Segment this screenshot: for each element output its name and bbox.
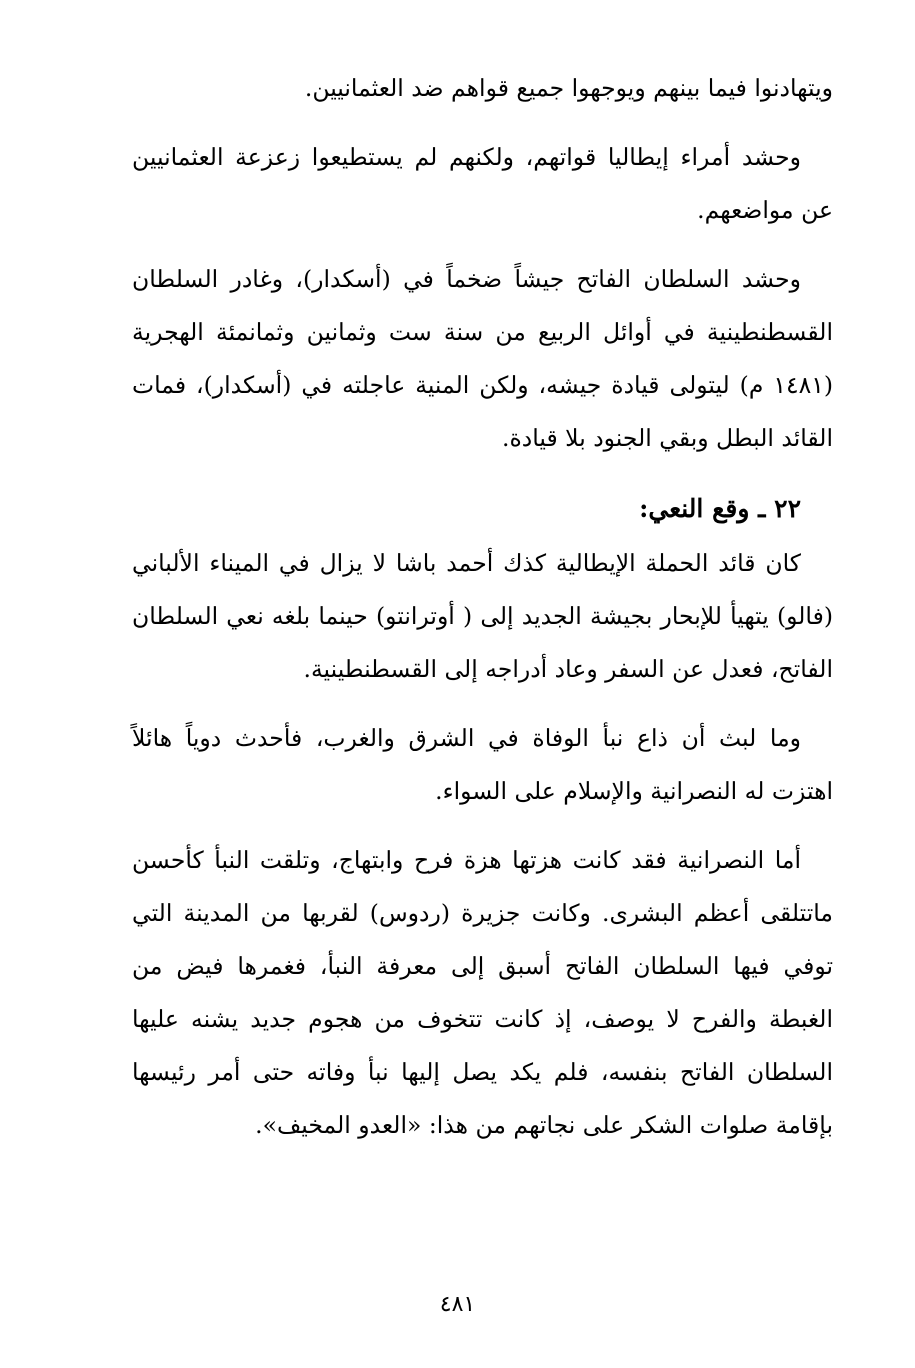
- page-number: ٤٨١: [439, 1292, 476, 1317]
- paragraph-italian-campaign: كان قائد الحملة الإيطالية كذك أحمد باشا لا يزال في الميناء الألباني (فالو) يتهيأ للإبحار بجيشة الجديد إلى ( أوترانتو) حينما بلغه نعي السلطان الفاتح، فعدل عن السفر وعاد أدراجه إلى القسطنطينية.: [132, 549, 833, 683]
- page-body: [132, 62, 833, 1152]
- paragraph-sultan-army: وحشد السلطان الفاتح جيشاً ضخماً في (أسكدار)، وغادر السلطان القسطنطينية في أوائل الربيع من سنة ست وثمانين وثمانمئة الهجرية (١٤٨١ م) ليتولى قيادة جيشه، ولكن المنية عاجلته في (أسكدار)، فمات القائد البطل وبقي الجنود بلا قيادة.: [132, 265, 833, 452]
- paragraph-christendom-reaction: أما النصرانية فقد كانت هزتها هزة فرح وابتهاج، وتلقت النبأ كأحسن ماتتلقى أعظم البشرى. وكانت جزيرة (ردوس) لقربها من المدينة التي توفي فيها السلطان الفاتح أسبق إلى معرفة النبأ، فغمرها فيض من الغبطة والفرح لا يوصف، إذ كانت تتخوف من هجوم جديد يشنه عليها السلطان الفاتح بنفسه، فلم يكد يصل إليها نبأ وفاته حتى أمر رئيسها بإقامة صلوات الشكر على نجاتهم من هذا: «العدو المخيف».: [132, 846, 833, 1139]
- section-heading: ٢٢ ـ وقع النعي:: [639, 494, 801, 523]
- paragraph-italian-princes: وحشد أمراء إيطاليا قواتهم، ولكنهم لم يستطيعوا زعزعة العثمانيين عن مواضعهم.: [132, 143, 833, 224]
- paragraph-death-news: وما لبث أن ذاع نبأ الوفاة في الشرق والغرب، فأحدث دوياً هائلاً اهتزت له النصرانية والإسلام على السواء.: [132, 724, 833, 805]
- paragraph-continuation: ويتهادنوا فيما بينهم ويوجهوا جميع قواهم ضد العثمانيين.: [304, 74, 833, 102]
